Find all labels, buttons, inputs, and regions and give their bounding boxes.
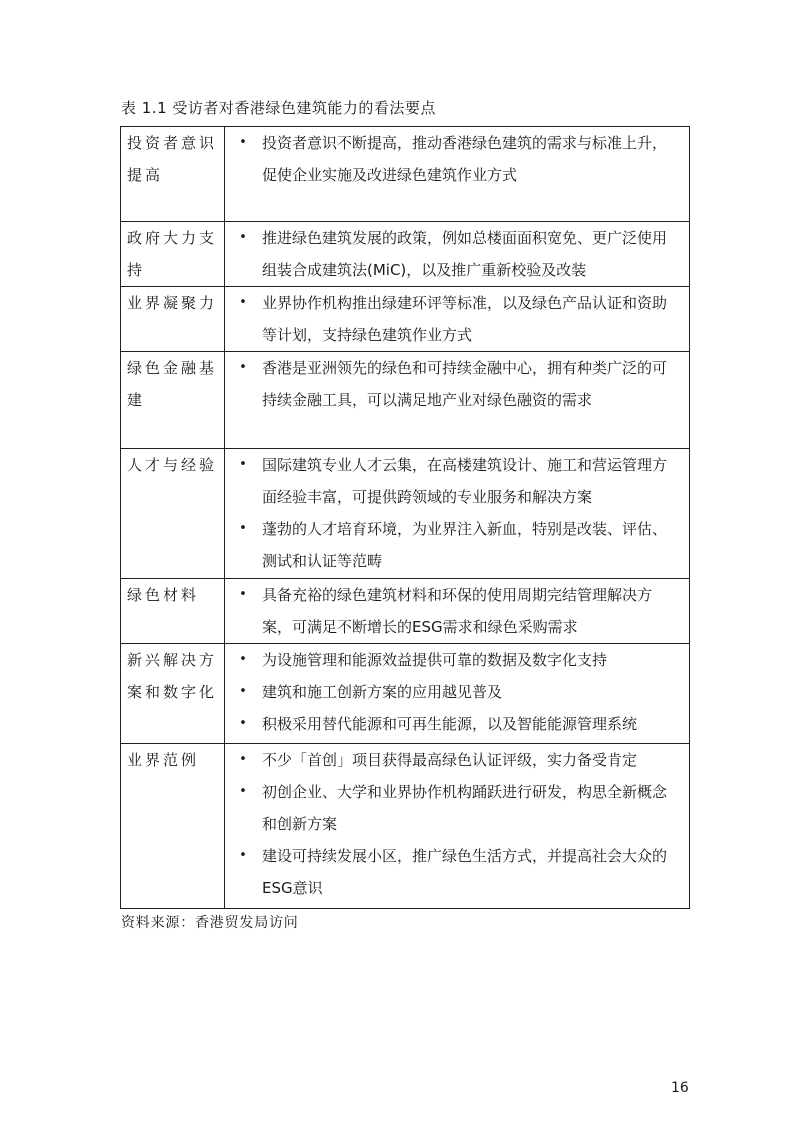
description-cell — [225, 127, 690, 222]
bullet-list — [237, 352, 679, 416]
bullet-icon: • — [239, 295, 247, 310]
bullet-icon: • — [239, 652, 247, 667]
bullet-text: 为设施管理和能源效益提供可靠的数据及数字化支持 — [262, 651, 608, 669]
bullet-icon: • — [239, 360, 247, 375]
description-cell — [225, 352, 690, 449]
description-cell — [225, 449, 690, 579]
description-cell — [225, 222, 690, 287]
list-item — [237, 579, 679, 643]
bullet-list — [237, 579, 679, 643]
description-cell — [225, 579, 690, 644]
table-row — [121, 449, 690, 579]
list-item — [237, 644, 679, 676]
description-cell — [225, 644, 690, 744]
list-item — [237, 676, 679, 708]
table-row — [121, 352, 690, 449]
bullet-icon: • — [239, 230, 247, 245]
list-item — [237, 352, 679, 416]
list-item — [237, 449, 679, 513]
bullet-list — [237, 222, 679, 286]
bullet-icon: • — [239, 848, 247, 863]
category-cell: 投资者意识提高 — [121, 127, 225, 222]
list-item — [237, 127, 679, 191]
table-row — [121, 644, 690, 744]
table-row — [121, 127, 690, 222]
bullet-icon: • — [239, 521, 247, 536]
findings-table — [120, 126, 690, 909]
bullet-text: 积极采用替代能源和可再生能源，以及智能能源管理系统 — [262, 715, 638, 733]
bullet-text: 投资者意识不断提高，推动香港绿色建筑的需求与标准上升，促使企业实施及改进绿色建筑作业方式 — [262, 134, 668, 184]
bullet-icon: • — [239, 587, 247, 602]
bullet-text: 初创企业、大学和业界协作机构踊跃进行研发，构思全新概念和创新方案 — [262, 783, 668, 833]
bullet-text: 不少「首创」项目获得最高绿色认证评级，实力备受肯定 — [262, 751, 638, 769]
category-cell: 绿色金融基建 — [121, 352, 225, 449]
bullet-text: 业界协作机构推出绿建环评等标准，以及绿色产品认证和资助等计划，支持绿色建筑作业方式 — [262, 294, 668, 344]
table-row — [121, 744, 690, 909]
category-cell: 业界凝聚力 — [121, 287, 225, 352]
bullet-list — [237, 127, 679, 191]
bullet-icon: • — [239, 752, 247, 767]
bullet-list — [237, 744, 679, 904]
bullet-text: 蓬勃的人才培育环境，为业界注入新血，特别是改装、评估、测试和认证等范畴 — [262, 520, 668, 570]
page-number: 16 — [671, 1080, 689, 1096]
list-item — [237, 840, 679, 904]
list-item — [237, 744, 679, 776]
bullet-icon: • — [239, 135, 247, 150]
bullet-icon: • — [239, 716, 247, 731]
list-item — [237, 708, 679, 740]
category-cell: 人才与经验 — [121, 449, 225, 579]
bullet-text: 建筑和施工创新方案的应用越见普及 — [262, 683, 503, 701]
table-row — [121, 579, 690, 644]
bullet-list — [237, 644, 679, 740]
category-cell: 新兴解决方案和数字化 — [121, 644, 225, 744]
bullet-list — [237, 287, 679, 351]
list-item — [237, 287, 679, 351]
list-item — [237, 222, 679, 286]
category-cell: 政府大力支持 — [121, 222, 225, 287]
bullet-text: 香港是亚洲领先的绿色和可持续金融中心，拥有种类广泛的可持续金融工具，可以满足地产业对绿色融资的需求 — [262, 359, 668, 409]
bullet-text: 具备充裕的绿色建筑材料和环保的使用周期完结管理解决方案，可满足不断增长的ESG需求和绿色采购需求 — [262, 586, 653, 636]
bullet-icon: • — [239, 457, 247, 472]
list-item — [237, 513, 679, 577]
bullet-text: 国际建筑专业人才云集，在高楼建筑设计、施工和营运管理方面经验丰富，可提供跨领域的专业服务和解决方案 — [262, 456, 668, 506]
bullet-icon: • — [239, 684, 247, 699]
bullet-text: 推进绿色建筑发展的政策，例如总楼面面积宽免、更广泛使用组装合成建筑法(MiC)，以及推广重新校验及改装 — [262, 229, 668, 279]
bullet-icon: • — [239, 784, 247, 799]
category-cell: 业界范例 — [121, 744, 225, 909]
description-cell — [225, 744, 690, 909]
table-row — [121, 287, 690, 352]
source-note: 资料来源：香港贸发局访问 — [121, 915, 299, 931]
table-row — [121, 222, 690, 287]
list-item — [237, 776, 679, 840]
table-caption: 表 1.1 受访者对香港绿色建筑能力的看法要点 — [121, 99, 436, 117]
bullet-list — [237, 449, 679, 577]
table-body — [121, 127, 690, 909]
category-cell: 绿色材料 — [121, 579, 225, 644]
description-cell — [225, 287, 690, 352]
bullet-text: 建设可持续发展小区，推广绿色生活方式，并提高社会大众的ESG意识 — [262, 847, 668, 897]
